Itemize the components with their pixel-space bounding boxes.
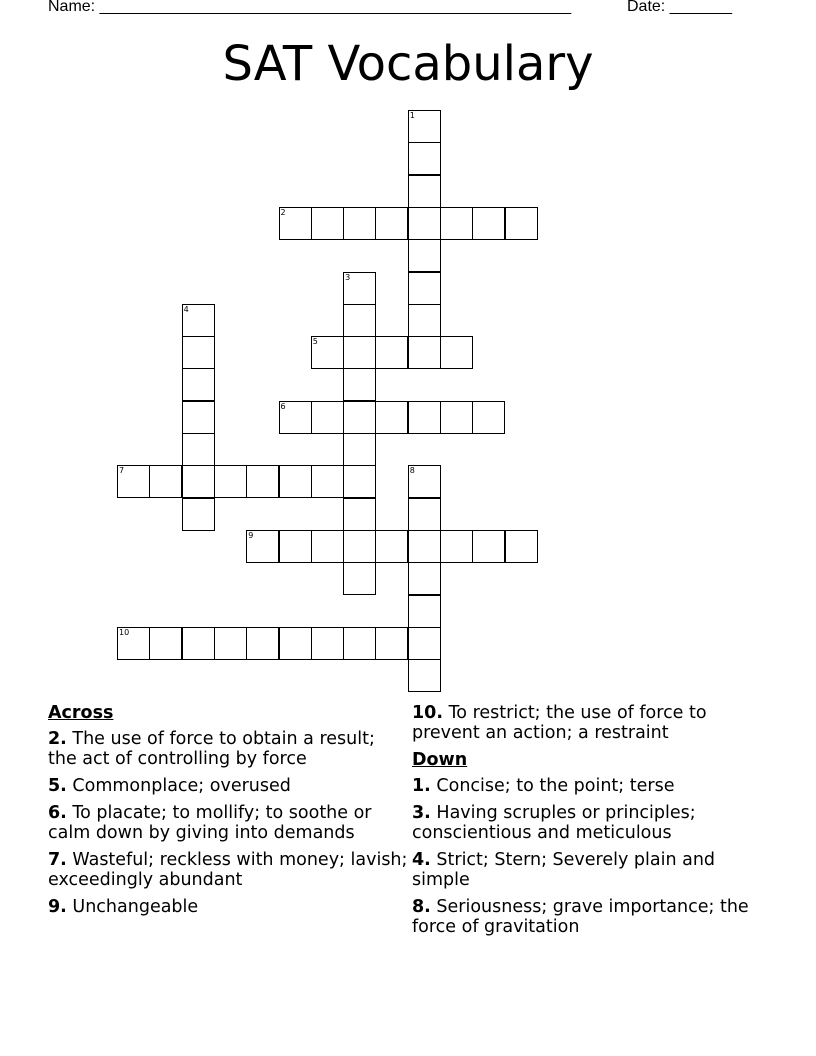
- crossword-cell[interactable]: [505, 530, 538, 563]
- clue-number: 3.: [412, 803, 431, 823]
- crossword-cell[interactable]: [408, 207, 441, 240]
- down-clue-4: [412, 850, 762, 890]
- crossword-cell[interactable]: [214, 627, 247, 660]
- crossword-cell[interactable]: [408, 401, 441, 434]
- crossword-cell[interactable]: [440, 530, 473, 563]
- clues-column-right: [412, 703, 762, 944]
- crossword-cell[interactable]: [343, 562, 376, 595]
- clue-number: 2.: [48, 729, 67, 749]
- crossword-cell[interactable]: [182, 304, 215, 337]
- clue-number: 8.: [412, 897, 431, 917]
- crossword-cell[interactable]: [440, 401, 473, 434]
- crossword-cell[interactable]: [311, 530, 344, 563]
- crossword-cell[interactable]: [214, 465, 247, 498]
- across-clue-7: [48, 850, 408, 890]
- down-clue-3: [412, 803, 762, 843]
- crossword-cell[interactable]: [408, 336, 441, 369]
- crossword-cell[interactable]: [472, 401, 505, 434]
- crossword-cell[interactable]: [279, 530, 312, 563]
- across-clue-5: [48, 776, 408, 796]
- crossword-cell[interactable]: [182, 401, 215, 434]
- down-heading: Down: [412, 750, 468, 770]
- crossword-cell[interactable]: [343, 498, 376, 531]
- crossword-cell[interactable]: [408, 595, 441, 628]
- crossword-cell[interactable]: [408, 304, 441, 337]
- crossword-cell[interactable]: [279, 401, 312, 434]
- crossword-cell[interactable]: [311, 401, 344, 434]
- across-clue-6: [48, 803, 408, 843]
- crossword-cell[interactable]: [440, 207, 473, 240]
- crossword-cell[interactable]: [279, 627, 312, 660]
- crossword-cell[interactable]: [182, 627, 215, 660]
- clue-number: 7.: [48, 850, 67, 870]
- across-clue-2: [48, 729, 408, 769]
- down-clue-8: [412, 897, 762, 937]
- crossword-cell[interactable]: [408, 175, 441, 208]
- clue-text: Concise; to the point; terse: [436, 776, 675, 796]
- crossword-cell[interactable]: [343, 465, 376, 498]
- crossword-cell[interactable]: [408, 272, 441, 305]
- crossword-cell[interactable]: [408, 239, 441, 272]
- clue-text: The use of force to obtain a result; the act of controlling by force: [48, 729, 375, 769]
- crossword-cell[interactable]: [408, 659, 441, 692]
- crossword-cell[interactable]: [182, 433, 215, 466]
- crossword-cell[interactable]: [279, 465, 312, 498]
- crossword-cell[interactable]: [472, 530, 505, 563]
- clue-text: To placate; to mollify; to soothe or calm down by giving into demands: [48, 803, 372, 843]
- crossword-cell[interactable]: [408, 530, 441, 563]
- crossword-cell[interactable]: [311, 627, 344, 660]
- clue-number: 10.: [412, 703, 444, 723]
- crossword-cell[interactable]: [440, 336, 473, 369]
- across-clue-9: [48, 897, 408, 917]
- crossword-cell[interactable]: [408, 142, 441, 175]
- crossword-cell[interactable]: [343, 336, 376, 369]
- clue-number: 6.: [48, 803, 67, 823]
- crossword-cell[interactable]: [408, 465, 441, 498]
- crossword-cell[interactable]: [311, 336, 344, 369]
- crossword-cell[interactable]: [182, 368, 215, 401]
- crossword-cell[interactable]: [343, 627, 376, 660]
- cell-number: 10: [119, 627, 130, 637]
- crossword-cell[interactable]: [117, 465, 150, 498]
- clue-text: Strict; Stern; Severely plain and simple: [412, 850, 716, 890]
- clue-number: 9.: [48, 897, 67, 917]
- cell-number: 2: [280, 207, 286, 217]
- crossword-cell[interactable]: [149, 465, 182, 498]
- clue-text: Having scruples or principles; conscientious and meticulous: [412, 803, 696, 843]
- date-field-label: Date: _______: [627, 0, 732, 15]
- cell-number: 5: [312, 337, 318, 347]
- crossword-cell[interactable]: [375, 627, 408, 660]
- crossword-cell[interactable]: [343, 433, 376, 466]
- crossword-cell[interactable]: [505, 207, 538, 240]
- crossword-cell[interactable]: [408, 110, 441, 143]
- across-heading: Across: [48, 703, 114, 723]
- crossword-cell[interactable]: [408, 627, 441, 660]
- page-title: SAT Vocabulary: [222, 36, 594, 92]
- cell-number: 6: [280, 401, 286, 411]
- crossword-cell[interactable]: [182, 465, 215, 498]
- crossword-cell[interactable]: [279, 207, 312, 240]
- crossword-cell[interactable]: [343, 368, 376, 401]
- crossword-cell[interactable]: [472, 207, 505, 240]
- crossword-cell[interactable]: [343, 304, 376, 337]
- crossword-cell[interactable]: [117, 627, 150, 660]
- cell-number: 9: [248, 530, 254, 540]
- clues-column-left: [48, 703, 408, 924]
- across-clue-10: [412, 703, 762, 743]
- crossword-cell[interactable]: [343, 272, 376, 305]
- crossword-cell[interactable]: [408, 498, 441, 531]
- clue-text: Unchangeable: [72, 897, 199, 917]
- name-field-label: Name: _____________________________________________________: [48, 0, 572, 15]
- clue-text: Commonplace; overused: [72, 776, 291, 796]
- crossword-cell[interactable]: [182, 336, 215, 369]
- clue-number: 5.: [48, 776, 67, 796]
- crossword-cell[interactable]: [343, 530, 376, 563]
- crossword-cell[interactable]: [375, 207, 408, 240]
- crossword-cell[interactable]: [246, 627, 279, 660]
- crossword-cell[interactable]: [246, 465, 279, 498]
- crossword-cell[interactable]: [182, 498, 215, 531]
- clue-text: To restrict; the use of force to prevent an action; a restraint: [412, 703, 707, 743]
- clue-number: 1.: [412, 776, 431, 796]
- cell-number: 8: [409, 466, 415, 476]
- crossword-cell[interactable]: [408, 562, 441, 595]
- crossword-cell[interactable]: [246, 530, 279, 563]
- clue-number: 4.: [412, 850, 431, 870]
- crossword-cell[interactable]: [149, 627, 182, 660]
- crossword-cell[interactable]: [375, 401, 408, 434]
- down-clue-1: [412, 776, 762, 796]
- crossword-cell[interactable]: [375, 336, 408, 369]
- cell-number: 3: [345, 272, 351, 282]
- clue-text: Seriousness; grave importance; the force of gravitation: [412, 897, 749, 937]
- cell-number: 4: [183, 304, 189, 314]
- crossword-cell[interactable]: [311, 207, 344, 240]
- cell-number: 7: [119, 466, 125, 476]
- crossword-cell[interactable]: [375, 530, 408, 563]
- cell-number: 1: [409, 111, 415, 120]
- clue-text: Wasteful; reckless with money; lavish; exceedingly abundant: [48, 850, 408, 890]
- crossword-cell[interactable]: [343, 207, 376, 240]
- crossword-cell[interactable]: [311, 465, 344, 498]
- crossword-cell[interactable]: [343, 401, 376, 434]
